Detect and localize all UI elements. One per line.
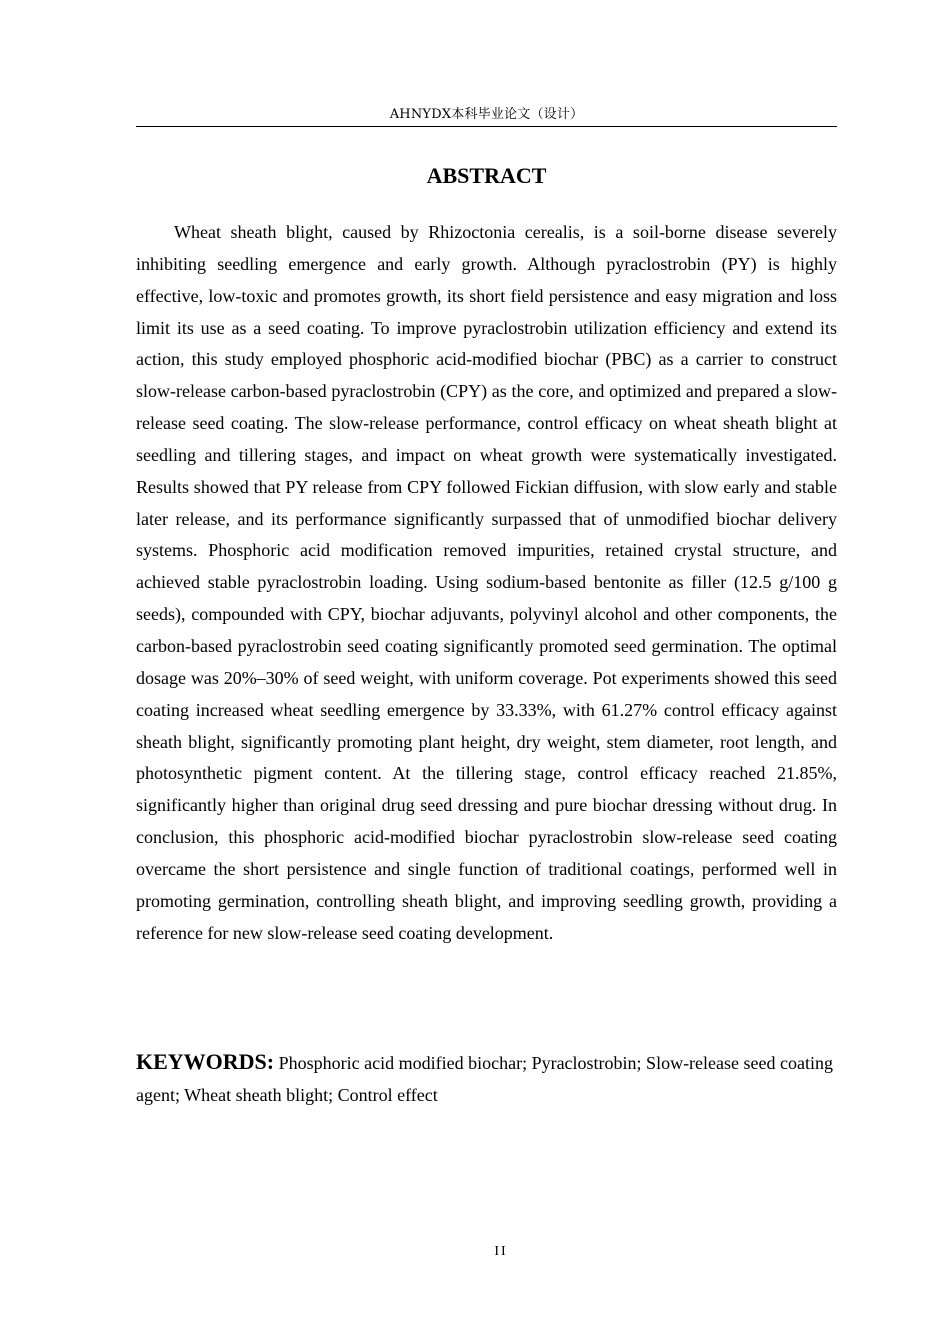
page-number: II — [494, 1244, 508, 1259]
keywords-text: Phosphoric acid modified biochar; Pyraclostrobin; Slow-release seed coating agent; Wheat sheath blight; Control effect — [136, 1053, 833, 1105]
keywords-paragraph — [136, 1046, 837, 1111]
running-header: AHNYDX本科毕业论文（设计） — [389, 107, 584, 122]
abstract-body: Wheat sheath blight, caused by Rhizoctonia cerealis, is a soil-borne disease severely inhibiting seedling emergence and early growth. Although pyraclostrobin (PY) is highly effective, low-toxic and promotes growth, its short field persistence and easy migration and loss limit its use as a seed coating. To improve pyraclostrobin utilization efficiency and extend its action, this study employed phosphoric acid-modified biochar (PBC) as a carrier to construct slow-release carbon-based pyraclostrobin (CPY) as the core, and optimized and prepared a slow-release seed coating. The slow-release performance, control efficacy on wheat sheath blight at seedling and tillering stages, and impact on wheat growth were systematically investigated. Results showed that PY release from CPY followed Fickian diffusion, with slow early and stable later release, and its performance significantly surpassed that of unmodified biochar delivery systems. Phosphoric acid modification removed impurities, retained crystal structure, and achieved stable pyraclostrobin loading. Using sodium-based bentonite as filler (12.5 g/100 g seeds), compounded with CPY, biochar adjuvants, polyvinyl alcohol and other components, the carbon-based pyraclostrobin seed coating significantly promoted seed germination. The optimal dosage was 20%–30% of seed weight, with uniform coverage. Pot experiments showed this seed coating increased wheat seedling emergence by 33.33%, with 61.27% control efficacy against sheath blight, significantly promoting plant height, dry weight, stem diameter, root length, and photosynthetic pigment content. At the tillering stage, control efficacy reached 21.85%, significantly higher than original drug seed dressing and pure biochar dressing without drug. In conclusion, this phosphoric acid-modified biochar pyraclostrobin slow-release seed coating overcame the short persistence and single function of traditional coatings, performed well in promoting germination, controlling sheath blight, and improving seedling growth, providing a reference for new slow-release seed coating development. — [136, 222, 837, 943]
header-divider — [136, 126, 837, 127]
keywords-label: KEYWORDS: — [136, 1049, 275, 1074]
abstract-title: ABSTRACT — [426, 163, 547, 188]
